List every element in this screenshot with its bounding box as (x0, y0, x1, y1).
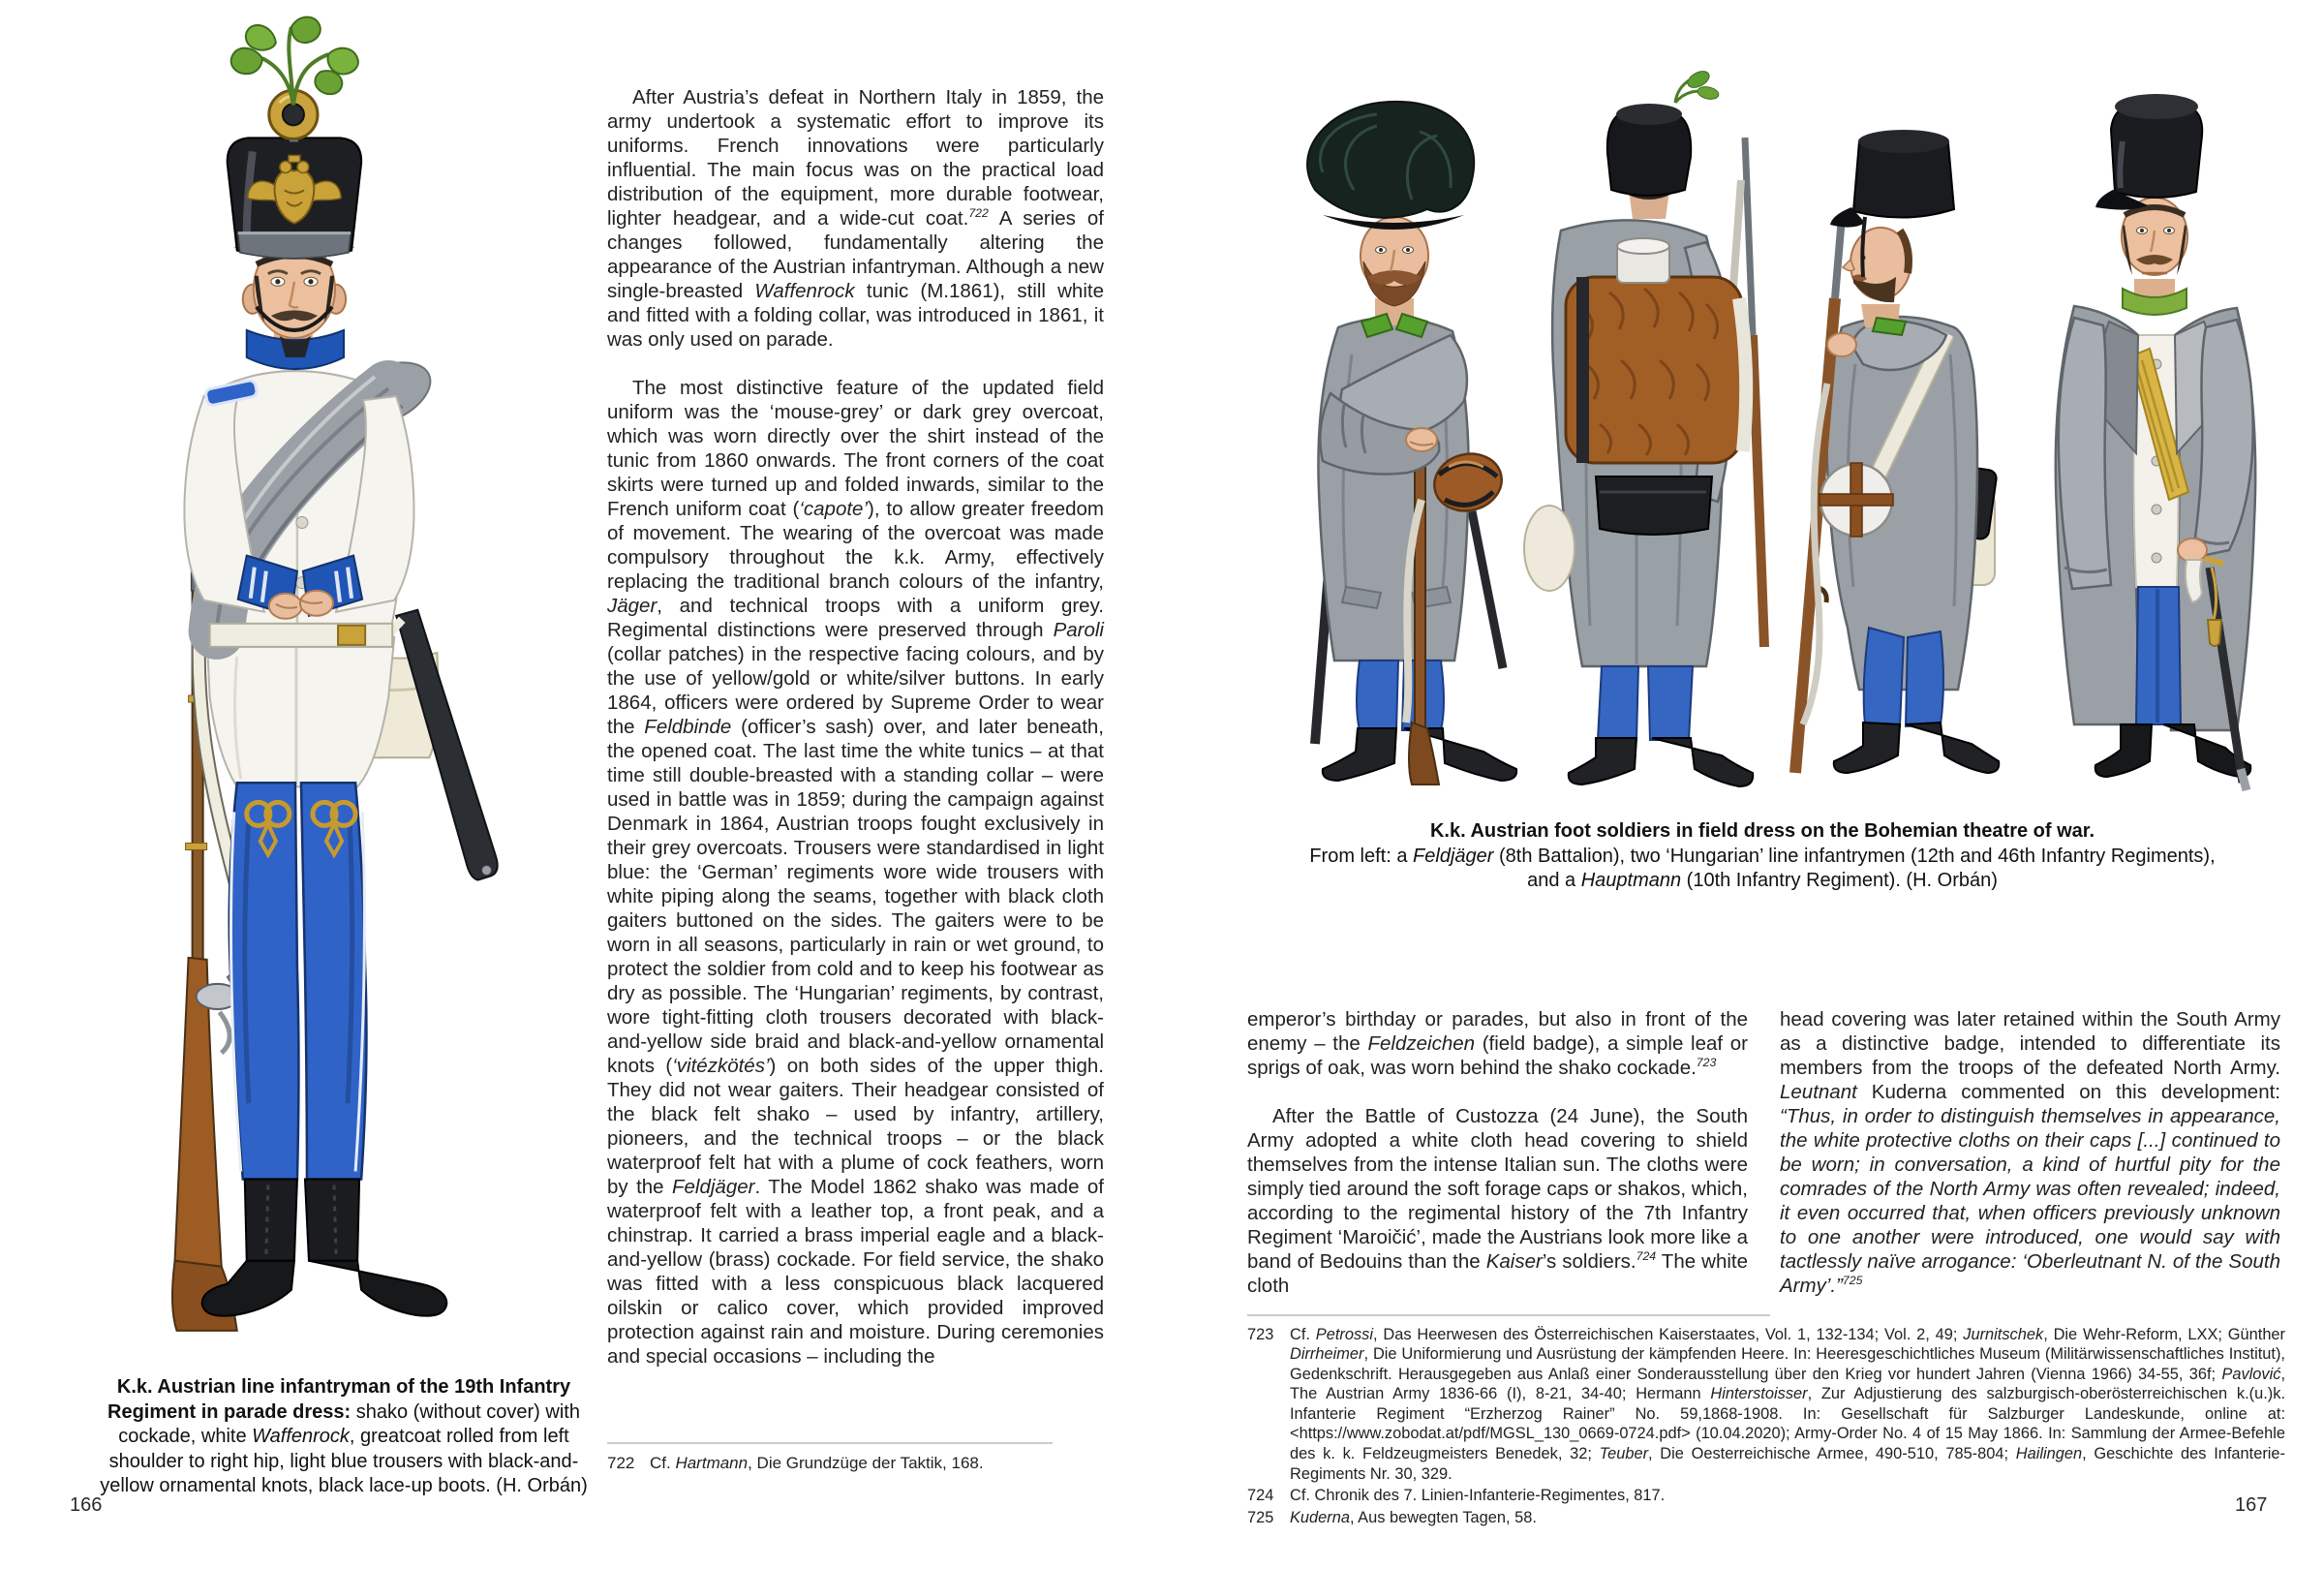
waist-belt (210, 624, 393, 647)
footnote-number: 723 (1247, 1325, 1274, 1343)
footnote-723 (1247, 1325, 2285, 1485)
right-illustration-field-soldiers (1222, 45, 2299, 808)
footnote-number: 722 (607, 1453, 635, 1472)
footnote-text: Cf. Petrossi, Das Heerwesen des Österreichischen Kaiserstaates, Vol. 1, 132-134; Vol. 2, 49; Jurnitschek, Die Wehr-Reform, LXX; Günther Dirrheimer, Die Uniformierung und Ausrüstung der kämpfenden Heere. In: Heeresgeschichtliches Museum (Militärwissenschaftliches Institut), Gedenkschrift. Herausgegeben aus Anlaß einer Sonderausstellung über den Krieg vor hundert Jahren (Vienna 1966) 34-55, 36f; Pavlović, The Austrian Army 1836-66 (I), 8-21, 34-40; Hermann Hinterstoisser, Zur Adjustierung des salzburgisch-oberösterreichischen k.(u.)k. Infanterie Regiment “Erzherzog Rainer” No. 59,1868-1908. In: Gesellschaft für Salzburger Landeskunde, online at: <https://www.zobodat.at/pdf/MGSL_130_0669-0724.pdf> (10.04.2020); Army-Order No. 4 of 15 May 1866. In: Sammlung der Armee-Befehle des k. k. Feldzeugmeisters Benedek, 32; Teuber, Die Oesterreichische Armee, 490-510, 785-804; Hailingen, Geschichte des Infanterie-Regiments Nr. 30, 329. (1290, 1325, 2286, 1483)
canteen (1819, 463, 1893, 537)
caption-rest: shako (without cover) with cockade, white Waffenrock, greatcoat rolled from left shoulder to right hip, light blue trousers with black-and-yellow ornamental knots, black lace-up boots. (H. Orbán) (100, 1400, 588, 1496)
cartridge-pouch (1596, 477, 1712, 535)
left-illustration-parade-infantryman (46, 15, 600, 1356)
left-caption (87, 1375, 600, 1499)
right-footnotes (1247, 1314, 2285, 1529)
paragraph: head covering was later retained within the South Army as a distinctive badge, intended to differentiate its members from the troops of the defeated North Army. Leutnant Kuderna commented on this development: “Thus, in order to distinguish themselves in appearance, the white protective cloths on their caps [...] continued to be worn; in conversation, a kind of hurtful pity for the comrades of the North Army was often revealed; indeed, it even occurred that, when officers previously unknown to one another were introduced, one would say with tactlessly naïve arrogance: ‘Oberleutnant N. of the South Army’.”$^{725}$ (1780, 1008, 2280, 1297)
back-view-infantryman-figure (1524, 68, 1764, 786)
feldjaeger-figure (1307, 102, 1516, 784)
oak-sprig (231, 17, 358, 106)
officer-cap (2095, 94, 2202, 210)
trousers (229, 783, 367, 1179)
caption-line2: From left: a Feldjäger (8th Battalion), two ‘Hungarian’ line infantrymen (12th and 46th Infantry Regiments), (1309, 845, 2216, 867)
hauptmann-figure (2056, 94, 2255, 790)
back-view-head (1607, 68, 1720, 219)
footnote-text: Cf. Hartmann, Die Grundzüge der Taktik, 168. (650, 1453, 984, 1472)
hauptmann-head (2122, 198, 2187, 315)
feldjaeger-head (1361, 217, 1428, 337)
paragraph: After the Battle of Custozza (24 June), the South Army adopted a white cloth head covering to shield themselves from the intense Italian sun. The cloths were simply tied around the soft forage caps or shakos, which, according to the regimental history of the 7th Infantry Regiment ‘Maroičić’, made the Austrians look more like a band of Bedouins than the Kaiser’s soldiers.$^{724}$ The white cloth (1247, 1105, 1748, 1297)
field-soldiers-drawing (1222, 45, 2299, 808)
parade-infantryman-drawing (46, 15, 600, 1356)
feldjaeger-hat (1307, 102, 1474, 230)
page-number-right: 167 (2235, 1494, 2268, 1516)
footnote-text: Kuderna, Aus bewegten Tagen, 58. (1290, 1508, 1537, 1526)
page-number-left: 166 (70, 1494, 103, 1516)
paragraph: The most distinctive feature of the updated field uniform was the ‘mouse-grey’ or dark grey overcoat, which was worn directly over the shirt instead of the tunic from 1860 onwards. The front corners of the coat skirts were turned up and folded inwards, similar to the French uniform coat (‘capote’), to allow greater freedom of movement. The wearing of the overcoat was made compulsory throughout the k.k. Army, effectively replacing the traditional branch colours of the infantry, Jäger, and technical troops with a uniform grey. Regimental distinctions were preserved through Paroli (collar patches) in the respective facing colours, and by the use of yellow/gold or white/silver buttons. In early 1864, officers were ordered by Supreme Order to wear the Feldbinde (officer’s sash) over, and later beneath, the opened coat. The last time the white tunics – at that time still double-breasted with a standing collar – were used in battle was in 1859; during the campaign against Denmark in 1864, Austrian troops fought exclusively in their grey overcoats. Trousers were standardised in light blue: the ‘German’ regiments wore wide trousers with white piping along the seams, together with black cloth gaiters buttoned on the sides. The gaiters were to be worn in all seasons, particularly in rain or wet ground, to protect the soldier from cold and to keep his footwear as dry as possible. The ‘Hungarian’ regiments, by contrast, wore tight-fitting cloth trousers decorated with black-and-yellow side braid and black-and-yellow ornamental knots (‘vitézkötés’) on both sides of the upper thigh. They did not wear gaiters. Their headgear consisted of the black felt shako – used by infantry, artillery, pioneers, and the technical troops – or the black waterproof felt hat with a plume of cock feathers, worn by the Feldjäger. The Model 1862 shako was made of waterproof felt with a leather top, a front peak, and a chinstrap. It carried a brass imperial eagle and a black-and-yellow (brass) cockade. For field service, the shako was fitted with a less conspicuous black lacquered oilskin or calico cover, which provided improved protection against rain and moisture. During ceremonies and special occasions – including the (607, 377, 1104, 1368)
left-body-text (607, 85, 1104, 1369)
head (243, 241, 346, 369)
footnote-rule (1247, 1314, 1770, 1316)
profile-infantryman-figure (1795, 130, 1999, 773)
caption-line3: and a Hauptmann (10th Infantry Regiment). (H. Orbán) (1527, 870, 1998, 891)
paragraph: After Austria’s defeat in Northern Italy in 1859, the army undertook a systematic effort to improve its uniforms. French innovations were particularly influential. The main focus was on the practical load distribution of the equipment, more durable footwear, lighter headgear, and a wide-cut coat.$^{722}$ A series of changes followed, fundamentally altering the appearance of the Austrian infantryman. Although a new single-breasted Waffenrock tunic (M.1861), still white and fitted with a folding collar, was introduced in 1861, it was only used on parade. (607, 86, 1104, 351)
coat-skirt (207, 637, 395, 786)
right-column-2 (1780, 1007, 2280, 1298)
footnote-rule (607, 1442, 1053, 1444)
right-column-1 (1247, 1007, 1748, 1298)
boots (202, 1179, 447, 1315)
footnote-725 (1247, 1508, 2285, 1528)
footnote-722 (607, 1453, 1104, 1473)
footnote-text: Cf. Chronik des 7. Linien-Infanterie-Regimentes, 817. (1290, 1487, 1666, 1505)
right-caption (1249, 819, 2276, 894)
footnote-number: 724 (1247, 1487, 1274, 1505)
footnote-724 (1247, 1486, 2285, 1506)
caption-bold-lead: K.k. Austrian line infantryman of the 19th Infantry Regiment in parade dress: (107, 1376, 571, 1423)
paragraph: emperor’s birthday or parades, but also in front of the enemy – the Feldzeichen (field badge), a simple leaf or sprigs of oak, was worn behind the shako cockade.$^{723}$ (1247, 1008, 1749, 1079)
left-footnotes (607, 1442, 1104, 1473)
caption-title: K.k. Austrian foot soldiers in field dress on the Bohemian theatre of war. (1429, 820, 2095, 842)
footnote-number: 725 (1247, 1508, 1274, 1526)
shako (228, 138, 361, 259)
